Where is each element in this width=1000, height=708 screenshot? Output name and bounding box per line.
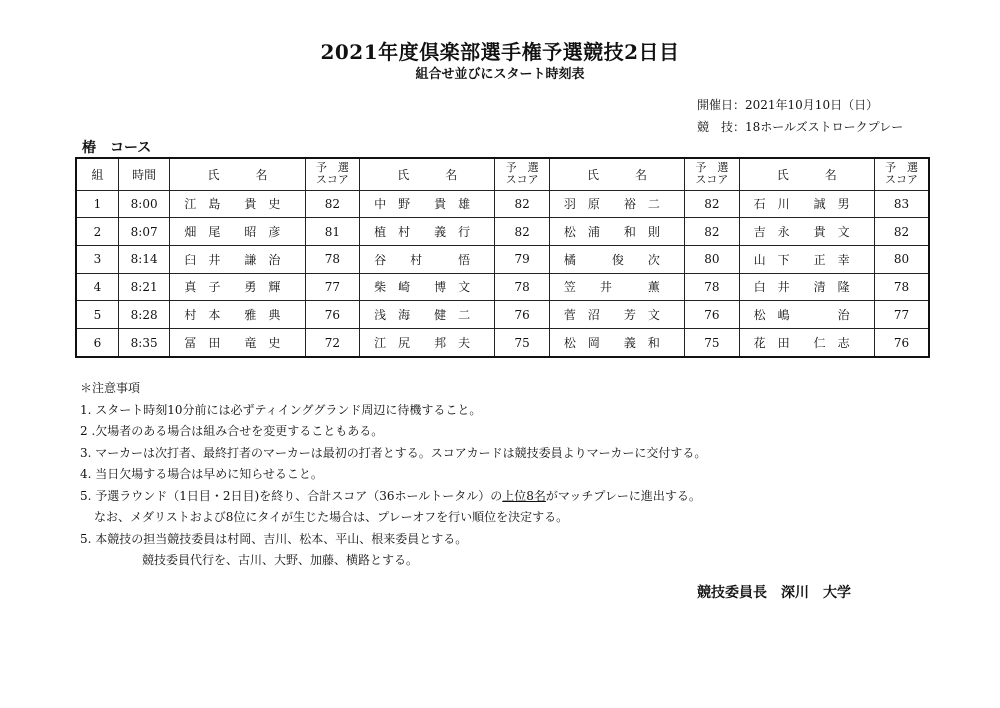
player-score: 76 (685, 301, 740, 329)
player-name: 羽 原 裕 二 (549, 190, 684, 218)
start-time: 8:14 (118, 245, 169, 273)
player-name: 山 下 正 幸 (739, 245, 874, 273)
player-name: 石 川 誠 男 (739, 190, 874, 218)
group-number: 6 (76, 329, 118, 357)
player-name: 松 岡 義 和 (549, 329, 684, 357)
player-name: 畑 尾 昭 彦 (170, 218, 305, 246)
table-row (76, 245, 929, 273)
note-item: 競技委員代行を、古川、大野、加藤、横路とする。 (142, 553, 419, 567)
player-score: 82 (495, 190, 550, 218)
player-score: 75 (685, 329, 740, 357)
player-name: 橘 俊 次 (549, 245, 684, 273)
player-score: 76 (874, 329, 929, 357)
signature: 競技委員長 深川 大学 (697, 585, 851, 601)
player-score: 78 (495, 273, 550, 301)
notes-heading: ＊注意事項 (80, 381, 141, 395)
player-score: 80 (685, 245, 740, 273)
note-item: 5. 本競技の担当競技委員は村岡、吉川、松本、平山、根来委員とする。 (80, 531, 468, 546)
note-item: 2 .欠場者のある場合は組み合せを変更することもある。 (80, 424, 384, 438)
table-row (76, 190, 929, 218)
player-score: 76 (305, 301, 360, 329)
top8-highlight: 上位8名 (502, 488, 546, 503)
note-item: 3. マーカーは次打者、最終打者のマーカーは最初の打者とする。スコアカードは競技委員よりマーカーに交付する。 (80, 445, 707, 460)
player-name: 冨 田 竜 史 (170, 329, 305, 357)
player-score: 81 (305, 218, 360, 246)
player-name: 植 村 義 行 (360, 218, 495, 246)
start-time: 8:07 (118, 218, 169, 246)
start-time: 8:00 (118, 190, 169, 218)
header-name: 氏 名 (360, 158, 495, 190)
header-group: 組 (76, 158, 118, 190)
header-score: 予 選 スコア (495, 158, 550, 190)
player-name: 江 島 貴 史 (170, 190, 305, 218)
start-time: 8:21 (118, 273, 169, 301)
player-name: 真 子 勇 輝 (170, 273, 305, 301)
header-name: 氏 名 (170, 158, 305, 190)
note-item: 5. 予選ラウンド（1日目・2日目)を終り、合計スコア（36ホールトータル）の上位8名がマッチプレーに進出する。 (80, 488, 701, 503)
page-subtitle: 組合せ並びにスタート時刻表 (415, 67, 585, 82)
player-score: 82 (305, 190, 360, 218)
player-name: 谷 村 悟 (360, 245, 495, 273)
player-name: 浅 海 健 二 (360, 301, 495, 329)
player-name: 柴 崎 博 文 (360, 273, 495, 301)
player-name: 菅 沼 芳 文 (549, 301, 684, 329)
header-name: 氏 名 (739, 158, 874, 190)
note-item: 1. スタート時刻10分前には必ずティインググランド周辺に待機すること。 (80, 402, 482, 417)
player-score: 83 (874, 190, 929, 218)
player-name: 江 尻 邦 夫 (360, 329, 495, 357)
group-number: 3 (76, 245, 118, 273)
header-score: 予 選 スコア (685, 158, 740, 190)
tee-time-table (75, 157, 930, 358)
header-time: 時間 (118, 158, 169, 190)
event-date: 開催日：2021年10月10日（日） (697, 98, 879, 112)
event-format: 競 技：18ホールズストロークプレー (697, 120, 904, 134)
header-name: 氏 名 (549, 158, 684, 190)
table-header-row (76, 158, 929, 190)
player-score: 82 (495, 218, 550, 246)
player-name: 臼 井 謙 治 (170, 245, 305, 273)
player-score: 75 (495, 329, 550, 357)
player-name: 中 野 貴 雄 (360, 190, 495, 218)
header-score: 予 選 スコア (874, 158, 929, 190)
player-score: 79 (495, 245, 550, 273)
table-row (76, 273, 929, 301)
start-time: 8:35 (118, 329, 169, 357)
player-name: 松 浦 和 則 (549, 218, 684, 246)
player-name: 白 井 清 隆 (739, 273, 874, 301)
player-name: 花 田 仁 志 (739, 329, 874, 357)
player-name: 吉 永 貴 文 (739, 218, 874, 246)
player-name: 村 本 雅 典 (170, 301, 305, 329)
notes-section (80, 378, 706, 572)
table-row (76, 218, 929, 246)
player-score: 77 (874, 301, 929, 329)
group-number: 1 (76, 190, 118, 218)
player-score: 77 (305, 273, 360, 301)
course-label: 椿 コース (82, 140, 152, 156)
player-score: 72 (305, 329, 360, 357)
player-score: 80 (874, 245, 929, 273)
player-score: 78 (874, 273, 929, 301)
note-item: 4. 当日欠場する場合は早めに知らせること。 (80, 467, 323, 481)
table-row (76, 301, 929, 329)
group-number: 2 (76, 218, 118, 246)
table-row (76, 329, 929, 357)
page-title: 2021年度倶楽部選手権予選競技2日目 (320, 40, 680, 64)
note-item: なお、メダリストおよび8位にタイが生じた場合は、プレーオフを行い順位を決定する。 (94, 510, 569, 524)
header-score: 予 選 スコア (305, 158, 360, 190)
player-name: 笠 井 薫 (549, 273, 684, 301)
player-score: 82 (874, 218, 929, 246)
start-time: 8:28 (118, 301, 169, 329)
player-score: 78 (685, 273, 740, 301)
player-score: 76 (495, 301, 550, 329)
player-name: 松 嶋 治 (739, 301, 874, 329)
group-number: 5 (76, 301, 118, 329)
player-score: 78 (305, 245, 360, 273)
player-score: 82 (685, 218, 740, 246)
player-score: 82 (685, 190, 740, 218)
group-number: 4 (76, 273, 118, 301)
